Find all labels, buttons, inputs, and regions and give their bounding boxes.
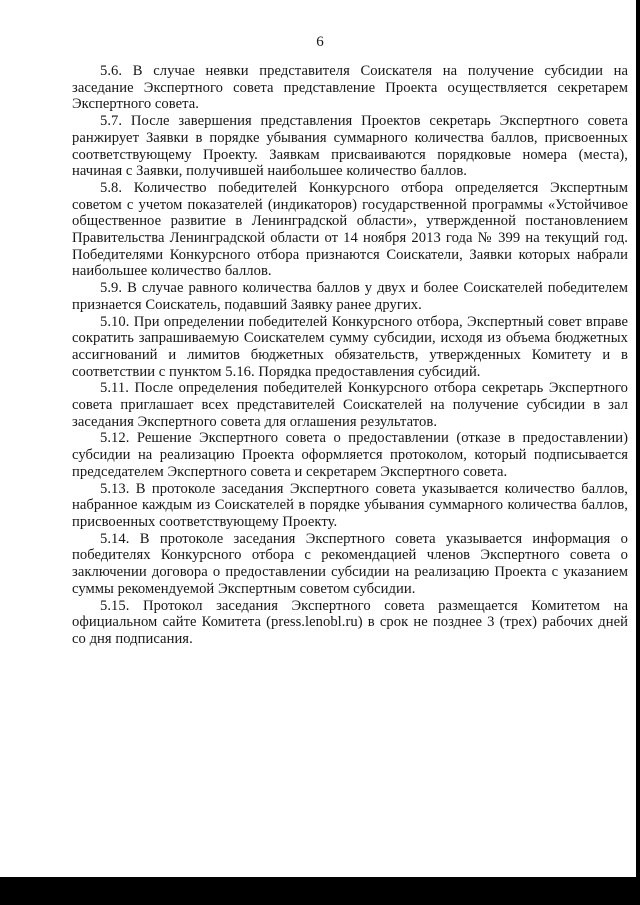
- document-body: [72, 63, 628, 648]
- paragraph-5-12: 5.12. Решение Экспертного совета о предоставлении (отказе в предоставлении) субсидии на реализацию Проекта оформляется протоколом, который подписывается председателем Экспертного совета и секретарем Экспертного совета.: [72, 430, 628, 480]
- paragraph-5-7: 5.7. После завершения представления Проектов секретарь Экспертного совета ранжирует Заявки в порядке убывания суммарного количества баллов, присвоенных соответствующему Проекту. Заявкам присваиваются порядковые номера (места), начиная с Заявки, получившей наибольшее количество баллов.: [72, 113, 628, 180]
- paragraph-5-13: 5.13. В протоколе заседания Экспертного совета указывается количество баллов, набранное каждым из Соискателей в порядке убывания суммарного количества баллов, присвоенных соответствующему Проекту.: [72, 480, 628, 530]
- paragraph-5-14: 5.14. В протоколе заседания Экспертного совета указывается информация о победителях Конкурсного отбора с рекомендацией членов Экспертного совета о заключении договора о предоставлении субсидии на реализацию Проекта с указанием суммы рекомендуемой Экспертным советом субсидии.: [72, 530, 628, 597]
- scan-edge-right: [636, 0, 640, 905]
- paragraph-5-9: 5.9. В случае равного количества баллов у двух и более Соискателей победителем признается Соискатель, подавший Заявку ранее других.: [72, 280, 628, 313]
- paragraph-5-15: 5.15. Протокол заседания Экспертного совета размещается Комитетом на официальном сайте Комитета (press.lenobl.ru) в срок не позднее 3 (трех) рабочих дней со дня подписания.: [72, 597, 628, 647]
- paragraph-5-6: 5.6. В случае неявки представителя Соискателя на получение субсидии на заседание Экспертного совета представление Проекта осуществляется секретарем Экспертного совета.: [72, 63, 628, 113]
- page-number: 6: [316, 34, 324, 50]
- paragraph-5-11: 5.11. После определения победителей Конкурсного отбора секретарь Экспертного совета приглашает всех представителей Соискателей на получение субсидии в зал заседания Экспертного совета для оглашения результатов.: [72, 380, 628, 430]
- paragraph-5-8: 5.8. Количество победителей Конкурсного отбора определяется Экспертным советом с учетом показателей (индикаторов) государственной программы «Устойчивое общественное развитие в Ленинградской области», утвержденной постановлением Правительства Ленинградской области от 14 ноября 2013 года № 399 на текущий год. Победителями Конкурсного отбора признаются Соискатели, Заявки которых набрали наибольшее количество баллов.: [72, 179, 628, 280]
- scan-edge-bottom: [0, 877, 640, 905]
- paragraph-5-10: 5.10. При определении победителей Конкурсного отбора, Экспертный совет вправе сократить запрашиваемую Соискателем сумму субсидии, исходя из объема бюджетных ассигнований и лимитов бюджетных обязательств, утвержденных Комитету и в соответствии с пунктом 5.16. Порядка предоставления субсидий.: [72, 313, 628, 380]
